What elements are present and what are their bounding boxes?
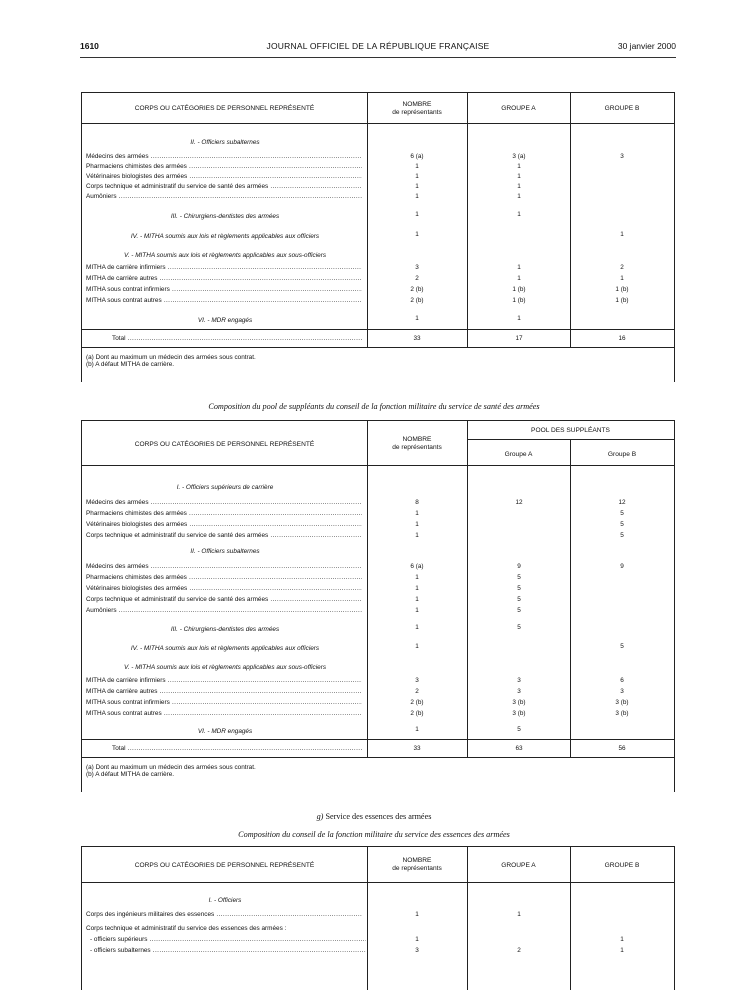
cell-value: 6 (a) bbox=[410, 153, 424, 160]
cell-value: 5 bbox=[517, 585, 521, 592]
table-row bbox=[82, 688, 674, 698]
table-row bbox=[82, 211, 674, 221]
cell-value: 6 (a) bbox=[410, 563, 424, 570]
row-label: Aumôniers ..... bbox=[86, 193, 362, 200]
section-title: II. - Officiers subalternes bbox=[190, 139, 260, 146]
section-g-title bbox=[0, 812, 748, 821]
cell-value: 1 bbox=[415, 163, 419, 170]
table-row bbox=[82, 574, 674, 584]
header-nombre: NOMBRE bbox=[402, 857, 432, 864]
cell-value: 5 bbox=[620, 521, 624, 528]
cell-value: 12 bbox=[515, 499, 523, 506]
table-row bbox=[82, 521, 674, 531]
cell-value: 3 (a) bbox=[512, 153, 526, 160]
cell-value: 16 bbox=[618, 335, 626, 342]
row-label: MITHA de carrière infirmiers ..... bbox=[86, 677, 362, 684]
cell-value: 2 bbox=[415, 275, 419, 282]
section-g-letter: g) bbox=[316, 812, 324, 821]
note-b: (b) A défaut MITHA de carrière. bbox=[86, 361, 175, 369]
table-row bbox=[82, 726, 674, 736]
section-title: I. - Officiers bbox=[208, 897, 242, 904]
cell-value: 1 bbox=[415, 173, 419, 180]
page-number: 1610 bbox=[80, 41, 99, 51]
cell-value: 56 bbox=[618, 745, 626, 752]
table-row bbox=[82, 315, 674, 325]
row-label: Corps technique et administratif du service des essences des armées : bbox=[86, 925, 287, 932]
row-label: MITHA sous contrat infirmiers ..... bbox=[86, 699, 362, 706]
cell-value: 2 bbox=[620, 264, 624, 271]
cell-value: 3 (b) bbox=[615, 699, 629, 706]
section-title: VI. - MDR engagés bbox=[197, 317, 253, 324]
row-label: Corps des ingénieurs militaires des essences ..... bbox=[86, 911, 362, 918]
cell-value: 5 bbox=[517, 726, 521, 733]
cell-value: 3 (b) bbox=[512, 699, 526, 706]
cell-value: 2 bbox=[415, 688, 419, 695]
header-rule bbox=[80, 57, 676, 58]
issue-date: 30 janvier 2000 bbox=[617, 41, 676, 51]
cell-value: 3 bbox=[415, 677, 419, 684]
table-row bbox=[82, 947, 674, 957]
row-label: Total ..... bbox=[112, 335, 362, 342]
row-label: Médecins des armées ..... bbox=[86, 563, 362, 570]
cell-value: 3 bbox=[620, 153, 624, 160]
table-row bbox=[82, 183, 674, 193]
table-row bbox=[82, 297, 674, 307]
table-row bbox=[82, 596, 674, 606]
row-label: Corps technique et administratif du service de santé des armées ..... bbox=[86, 183, 362, 190]
caption-pool: Composition du pool de suppléants du conseil de la fonction militaire du service de santé des armées bbox=[208, 402, 540, 411]
cell-value: 1 bbox=[517, 173, 521, 180]
cell-value: 3 (b) bbox=[615, 710, 629, 717]
row-label: MITHA sous contrat autres ..... bbox=[86, 710, 362, 717]
cell-value: 1 bbox=[415, 211, 419, 218]
table-row bbox=[82, 153, 674, 163]
table-row bbox=[82, 911, 674, 921]
row-label: Pharmaciens chimistes des armées ..... bbox=[86, 163, 362, 170]
cell-value: 33 bbox=[413, 335, 421, 342]
table-row bbox=[82, 677, 674, 687]
row-label: Médecins des armées ..... bbox=[86, 499, 362, 506]
cell-value: 5 bbox=[517, 574, 521, 581]
total-divider bbox=[82, 739, 674, 740]
section-title: III. - Chirurgiens-dentistes des armées bbox=[170, 213, 280, 220]
cell-value: 1 bbox=[415, 510, 419, 517]
cell-value: 1 bbox=[415, 193, 419, 200]
cell-value: 1 bbox=[517, 211, 521, 218]
table-row bbox=[82, 710, 674, 720]
table-row bbox=[82, 936, 674, 946]
table-notes bbox=[82, 347, 674, 388]
table-row bbox=[82, 607, 674, 617]
row-label: MITHA sous contrat autres ..... bbox=[86, 297, 362, 304]
header-nombre: NOMBRE bbox=[402, 101, 432, 108]
cell-value: 1 (b) bbox=[512, 297, 526, 304]
cell-value: 1 bbox=[517, 275, 521, 282]
row-label: Vétérinaires biologistes des armées ..... bbox=[86, 521, 362, 528]
header-groupe-b: Groupe B bbox=[607, 451, 637, 458]
section-title: III. - Chirurgiens-dentistes des armées bbox=[170, 626, 280, 633]
header-nombre-sub: de représentants bbox=[392, 109, 442, 116]
section-title: V. - MITHA soumis aux lois et règlements applicables aux sous-officiers bbox=[123, 252, 327, 259]
cell-value: 1 bbox=[620, 947, 624, 954]
cell-value: 1 bbox=[415, 521, 419, 528]
cell-value: 1 bbox=[415, 596, 419, 603]
table-2 bbox=[81, 420, 675, 792]
section-title: IV. - MITHA soumis aux lois et règlements applicables aux officiers bbox=[130, 645, 320, 652]
journal-title: JOURNAL OFFICIEL DE LA RÉPUBLIQUE FRANÇAISE bbox=[266, 41, 490, 51]
table-row bbox=[82, 499, 674, 509]
cell-value: 1 bbox=[517, 183, 521, 190]
row-label: Pharmaciens chimistes des armées ..... bbox=[86, 574, 362, 581]
cell-value: 1 bbox=[415, 936, 419, 943]
cell-value: 6 bbox=[620, 677, 624, 684]
table-row bbox=[82, 193, 674, 203]
cell-value: 2 (b) bbox=[410, 699, 424, 706]
table-row bbox=[82, 643, 674, 653]
row-label: Aumôniers ..... bbox=[86, 607, 362, 614]
header-groupe-b: GROUPE B bbox=[604, 862, 640, 869]
cell-value: 1 bbox=[415, 911, 419, 918]
table-row bbox=[82, 173, 674, 183]
cell-value: 33 bbox=[413, 745, 421, 752]
section-title: I. - Officiers supérieurs de carrière bbox=[176, 484, 274, 491]
header-pool: POOL DES SUPPLÉANTS bbox=[531, 427, 610, 434]
cell-value: 1 bbox=[620, 231, 624, 238]
cell-value: 1 bbox=[415, 574, 419, 581]
cell-value: 3 bbox=[415, 264, 419, 271]
table-row bbox=[82, 585, 674, 595]
note-a: (a) Dont au maximum un médecin des armées sous contrat. bbox=[86, 354, 256, 361]
cell-value: 63 bbox=[515, 745, 523, 752]
cell-value: 2 bbox=[517, 947, 521, 954]
header-nombre-sub: de représentants bbox=[392, 865, 442, 872]
cell-value: 5 bbox=[517, 596, 521, 603]
cell-value: 1 bbox=[415, 643, 419, 650]
header-nombre-sub: de représentants bbox=[392, 444, 442, 451]
table-row bbox=[82, 231, 674, 241]
cell-value: 5 bbox=[517, 607, 521, 614]
cell-value: 5 bbox=[620, 510, 624, 517]
cell-value: 3 (b) bbox=[512, 710, 526, 717]
table-row bbox=[82, 624, 674, 634]
row-label: - officiers subalternes ..... bbox=[90, 947, 366, 954]
table-row bbox=[82, 286, 674, 296]
cell-value: 1 bbox=[517, 193, 521, 200]
header-groupe-a: GROUPE A bbox=[501, 105, 536, 112]
cell-value: 1 bbox=[517, 911, 521, 918]
total-row bbox=[82, 745, 674, 755]
cell-value: 2 (b) bbox=[410, 710, 424, 717]
note-b: (b) A défaut MITHA de carrière. bbox=[86, 771, 175, 779]
cell-value: 17 bbox=[515, 335, 523, 342]
section-title: VI. - MDR engagés bbox=[197, 728, 253, 735]
table-row bbox=[82, 532, 674, 542]
cell-value: 1 bbox=[415, 183, 419, 190]
cell-value: 1 bbox=[415, 726, 419, 733]
table-header bbox=[82, 847, 674, 883]
total-divider bbox=[82, 329, 674, 330]
cell-value: 1 bbox=[517, 163, 521, 170]
section-title: V. - MITHA soumis aux lois et règlements applicables aux sous-officiers bbox=[123, 664, 327, 671]
table-row bbox=[82, 925, 674, 935]
section-g-text: Service des essences des armées bbox=[325, 812, 432, 821]
header-corps: CORPS OU CATÉGORIES DE PERSONNEL REPRÉSENTÉ bbox=[134, 862, 315, 869]
cell-value: 1 bbox=[620, 275, 624, 282]
note-a: (a) Dont au maximum un médecin des armées sous contrat. bbox=[86, 764, 256, 771]
table-row bbox=[82, 163, 674, 173]
cell-value: 3 bbox=[517, 677, 521, 684]
header-corps: CORPS OU CATÉGORIES DE PERSONNEL REPRÉSENTÉ bbox=[134, 105, 315, 112]
header-corps: CORPS OU CATÉGORIES DE PERSONNEL REPRÉSENTÉ bbox=[134, 441, 315, 448]
table-notes bbox=[82, 757, 674, 798]
cell-value: 1 (b) bbox=[615, 297, 629, 304]
table-row bbox=[82, 699, 674, 709]
row-label: - officiers supérieurs ..... bbox=[90, 936, 366, 943]
cell-value: 1 bbox=[517, 315, 521, 322]
cell-value: 1 bbox=[415, 315, 419, 322]
cell-value: 1 bbox=[517, 264, 521, 271]
cell-value: 12 bbox=[618, 499, 626, 506]
cell-value: 5 bbox=[620, 643, 624, 650]
section-title: II. - Officiers subalternes bbox=[190, 548, 260, 555]
cell-value: 1 bbox=[620, 936, 624, 943]
table-1 bbox=[81, 92, 675, 382]
cell-value: 1 bbox=[415, 607, 419, 614]
table-row bbox=[82, 264, 674, 274]
row-label: MITHA de carrière infirmiers ..... bbox=[86, 264, 362, 271]
cell-value: 8 bbox=[415, 499, 419, 506]
row-label: Total ..... bbox=[112, 745, 362, 752]
cell-value: 1 bbox=[415, 624, 419, 631]
cell-value: 1 bbox=[415, 231, 419, 238]
row-label: Médecins des armées ..... bbox=[86, 153, 362, 160]
table-row bbox=[82, 275, 674, 285]
row-label: Pharmaciens chimistes des armées ..... bbox=[86, 510, 362, 517]
header-groupe-a: Groupe A bbox=[504, 451, 533, 458]
page-header bbox=[80, 41, 676, 55]
table-3 bbox=[81, 846, 675, 990]
header-groupe-a: GROUPE A bbox=[501, 862, 536, 869]
row-label: Vétérinaires biologistes des armées ..... bbox=[86, 173, 362, 180]
row-label: MITHA de carrière autres ..... bbox=[86, 688, 362, 695]
header-groupe-b: GROUPE B bbox=[604, 105, 640, 112]
cell-value: 1 bbox=[415, 585, 419, 592]
total-row bbox=[82, 335, 674, 345]
row-label: Vétérinaires biologistes des armées ..... bbox=[86, 585, 362, 592]
cell-value: 5 bbox=[620, 532, 624, 539]
cell-value: 1 (b) bbox=[615, 286, 629, 293]
table-header bbox=[82, 93, 674, 124]
cell-value: 3 bbox=[517, 688, 521, 695]
cell-value: 1 bbox=[415, 532, 419, 539]
cell-value: 5 bbox=[517, 624, 521, 631]
row-label: MITHA de carrière autres ..... bbox=[86, 275, 362, 282]
row-label: MITHA sous contrat infirmiers ..... bbox=[86, 286, 362, 293]
cell-value: 2 (b) bbox=[410, 286, 424, 293]
row-label: Corps technique et administratif du service de santé des armées ..... bbox=[86, 596, 362, 603]
row-label: Corps technique et administratif du service de santé des armées ..... bbox=[86, 532, 362, 539]
cell-value: 2 (b) bbox=[410, 297, 424, 304]
cell-value: 1 (b) bbox=[512, 286, 526, 293]
cell-value: 9 bbox=[620, 563, 624, 570]
table-row bbox=[82, 563, 674, 573]
section-title: IV. - MITHA soumis aux lois et règlements applicables aux officiers bbox=[130, 233, 320, 240]
cell-value: 3 bbox=[620, 688, 624, 695]
table-row bbox=[82, 510, 674, 520]
header-nombre: NOMBRE bbox=[402, 436, 432, 443]
table-header bbox=[82, 421, 674, 466]
cell-value: 9 bbox=[517, 563, 521, 570]
cell-value: 3 bbox=[415, 947, 419, 954]
caption-essences: Composition du conseil de la fonction militaire du service des essences des armées bbox=[238, 830, 510, 839]
